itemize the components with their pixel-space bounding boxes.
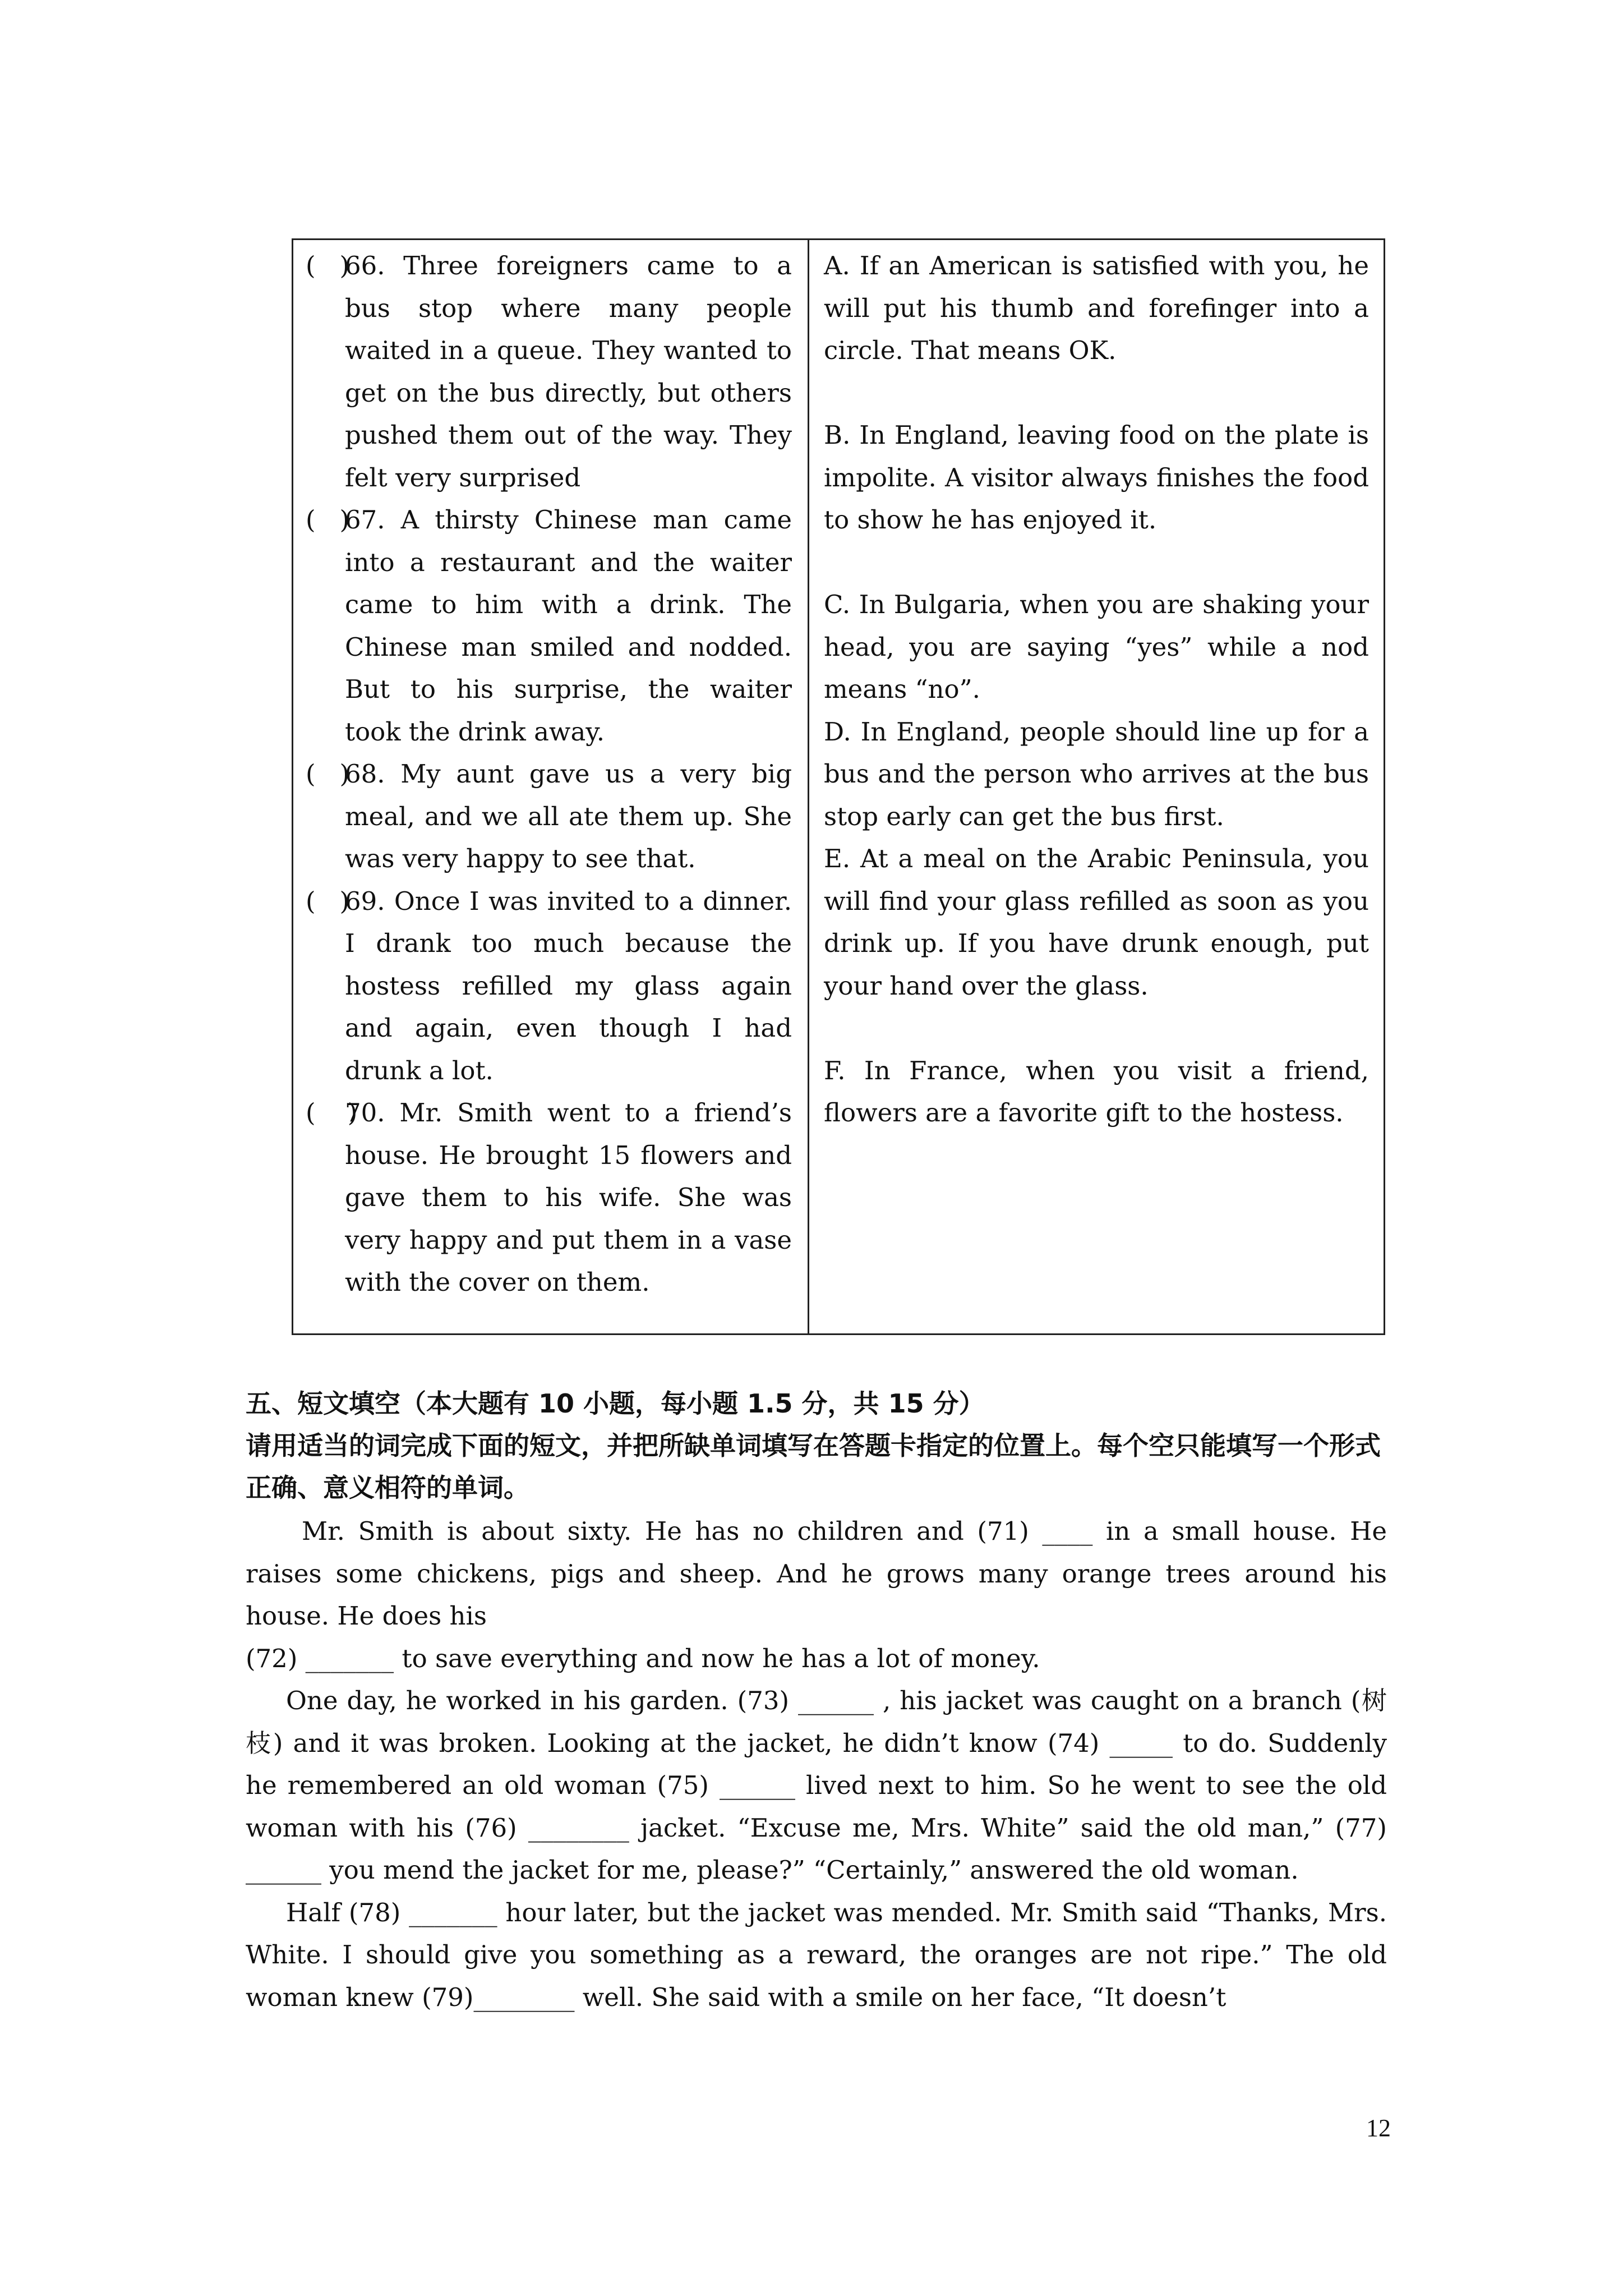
question-text: 70. Mr. Smith went to a friend’s house. He brought 15 flowers and gave them to his wife. She was very happy and put them in a vase with the cover on them. (345, 1098, 792, 1297)
answer-blank[interactable]: ( ) (306, 759, 350, 789)
option-f: F. In France, when you visit a friend, flowers are a favorite gift to the hostess. (824, 1055, 1369, 1128)
passage-paragraph-1: Mr. Smith is about sixty. He has no children and (71) ____ in a small house. He raises some chickens, pigs and sheep. And he grows many orange trees around his house. He does his (246, 1516, 1387, 1631)
question-text: 68. My aunt gave us a very big meal, and we all ate them up. She was very happy to see that. (345, 759, 792, 873)
passage-paragraph-2: One day, he worked in his garden. (73) ______ , his jacket was caught on a branch (树枝) and it was broken. Looking at the jacket, he didn’t know (74) _____ to do. Suddenly he remembered an old woman (75) ______ lived next to him. So he went to see the old woman with his (76) ________ jacket. “Excuse me, Mrs. White” said the old man,” (77) ______ you mend the jacket for me, please?” “Certainly,” answered the old woman. (246, 1686, 1387, 1885)
cloze-passage (246, 1510, 1387, 2018)
page-number: 12 (1366, 2114, 1391, 2142)
section-title: 五、短文填空（本大题有 10 小题，每小题 1.5 分，共 15 分） (246, 1388, 985, 1419)
question-text: 66. Three foreigners came to a bus stop where many people waited in a queue. They wanted to get on the bus directly, but others pushed them out of the way. They felt very surprised (345, 251, 792, 493)
option-e: E. At a meal on the Arabic Peninsula, you will find your glass refilled as soon as you drink up. If you have drunk enough, put your hand over the glass. (824, 844, 1369, 1001)
answer-blank[interactable]: ( ) (306, 1098, 358, 1128)
answer-blank[interactable]: ( ) (306, 251, 350, 280)
passage-paragraph-1b: (72) _______ to save everything and now he has a lot of money. (246, 1643, 1040, 1673)
question-text: 69. Once I was invited to a dinner. I drank too much because the hostess refilled my glass again and again, even though I had drunk a lot. (345, 886, 792, 1085)
question-68 (306, 753, 792, 880)
question-66 (306, 245, 792, 499)
question-70 (306, 1092, 792, 1304)
options-column (809, 240, 1384, 1333)
answer-blank[interactable]: ( ) (306, 886, 350, 916)
situations-column (293, 240, 809, 1333)
option-b: B. In England, leaving food on the plate is impolite. A visitor always finishes the food to show he has enjoyed it. (824, 420, 1369, 535)
section-instruction: 请用适当的词完成下面的短文，并把所缺单词填写在答题卡指定的位置上。每个空只能填写一个形式正确、意义相符的单词。 (246, 1430, 1381, 1503)
section-five (246, 1383, 1387, 2018)
question-67 (306, 499, 792, 753)
question-text: 67. A thirsty Chinese man came into a restaurant and the waiter came to him with a drink. The Chinese man smiled and nodded. But to his surprise, the waiter took the drink away. (345, 505, 792, 747)
option-d: D. In England, people should line up for a bus and the person who arrives at the bus stop early can get the bus first. (824, 716, 1369, 831)
question-69 (306, 880, 792, 1092)
option-c: C. In Bulgaria, when you are shaking your head, you are saying “yes” while a nod means “no”. (824, 590, 1369, 704)
option-a: A. If an American is satisfied with you, he will put his thumb and forefinger into a circle. That means OK. (824, 251, 1369, 365)
matching-table (292, 238, 1385, 1335)
passage-paragraph-3: Half (78) _______ hour later, but the jacket was mended. Mr. Smith said “Thanks, Mrs. White. I should give you something as a reward, the oranges are not ripe.” The old woman knew (79)________ well. She said with a smile on her face, “It doesn’t (246, 1897, 1387, 2012)
answer-blank[interactable]: ( ) (306, 505, 350, 535)
